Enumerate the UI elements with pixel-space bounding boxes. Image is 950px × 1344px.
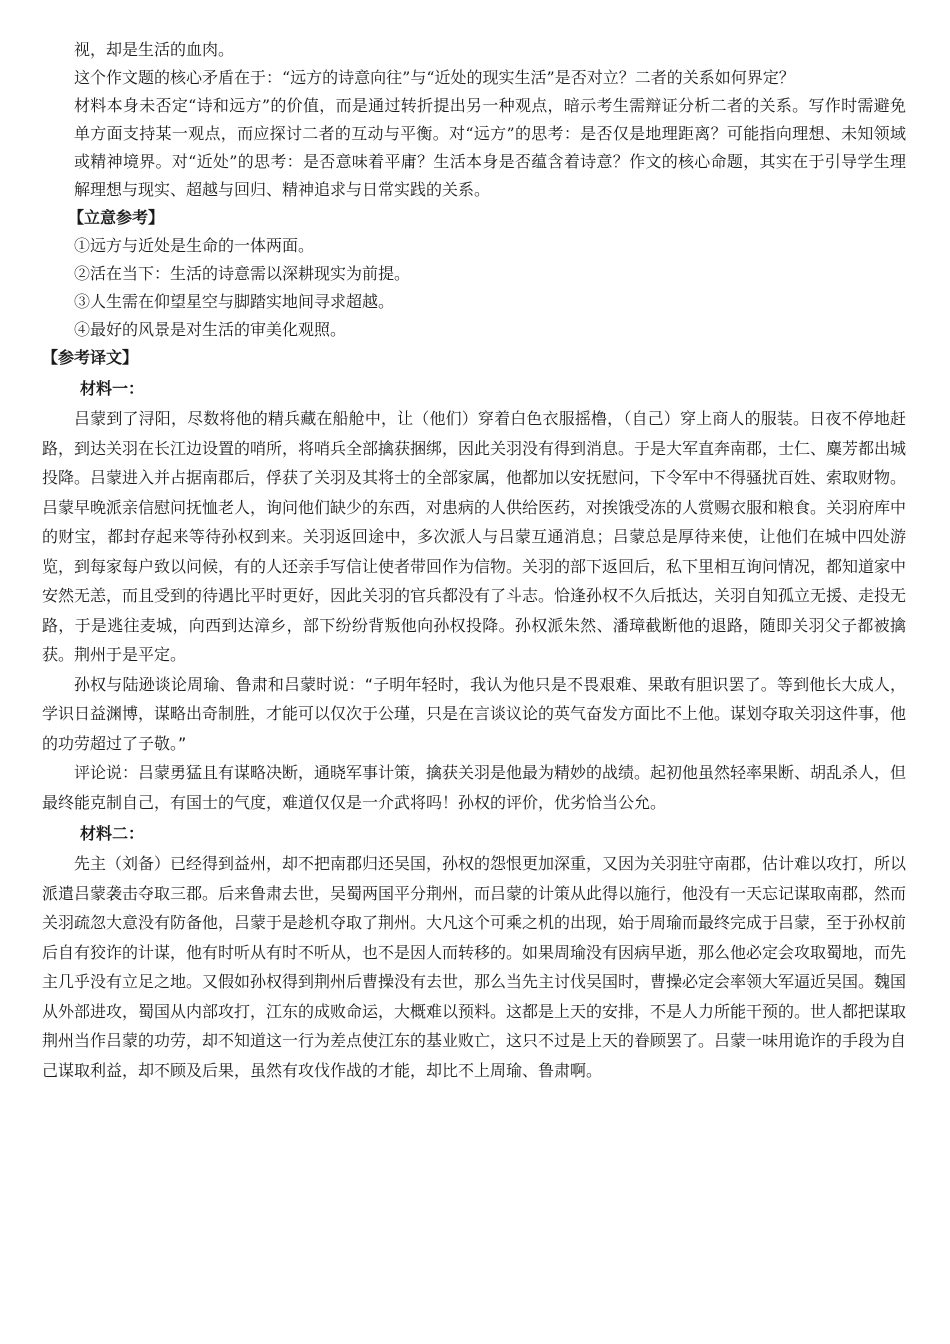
material1-paragraph-3: 评论说：吕蒙勇猛且有谋略决断，通晓军事计策，擒获关羽是他最为精妙的战绩。起初他虽然轻率果断、胡乱杀人，但最终能克制自己，有国士的气度，难道仅仅是一介武将吗！孙权的评价，优劣恰当公允。 <box>42 763 907 812</box>
ideas-heading: 【立意参考】 <box>68 208 165 227</box>
document-page <box>42 36 907 1085</box>
idea-item-3: ③人生需在仰望星空与脚踏实地间寻求超越。 <box>74 292 395 311</box>
idea-item-1: ①远方与近处是生命的一体两面。 <box>74 236 315 255</box>
material1-heading: 材料一： <box>80 379 145 398</box>
material2-paragraph-1: 先主（刘备）已经得到益州，却不把南郡归还吴国，孙权的怨恨更加深重，又因为关羽驻守南郡，估计难以攻打，所以派遣吕蒙袭击夺取三郡。后来鲁肃去世，吴蜀两国平分荆州，而吕蒙的计策从此得以施行，他没有一天忘记谋取南郡，然而关羽疏忽大意没有防备他，吕蒙于是趁机夺取了荆州。大凡这个可乘之机的出现，始于周瑜而最终完成于吕蒙，至于孙权前后自有狡诈的计谋，他有时听从有时不听从，也不是因人而转移的。如果周瑜没有因病早逝，那么他必定会攻取蜀地，而先主几乎没有立足之地。又假如孙权得到荆州后曹操没有去世，那么当先主讨伐吴国时，曹操必定会率领大军逼近吴国。魏国从外部进攻，蜀国从内部攻打，江东的成败命运，大概难以预料。这都是上天的安排，不是人力所能干预的。世人都把谋取荆州当作吕蒙的功劳，却不知道这一行为差点使江东的基业败亡，这只不过是上天的眷顾罢了。吕蒙一味用诡诈的手段为自己谋取利益，却不顾及后果，虽然有攻伐作战的才能，却比不上周瑜、鲁肃啊。 <box>42 854 907 1080</box>
translation-heading: 【参考译文】 <box>42 348 139 367</box>
material2-heading: 材料二： <box>80 824 145 843</box>
analysis-paragraph-2: 材料本身未否定“诗和远方”的价值，而是通过转折提出另一种观点，暗示考生需辩证分析二者的关系。写作时需避免单方面支持某一观点，而应探讨二者的互动与平衡。对“远方”的思考：是否仅是地理距离？可能指向理想、未知领域或精神境界。对“近处”的思考：是否意味着平庸？生活本身是否蕴含着诗意？作文的核心命题，其实在于引导学生理解理想与现实、超越与回归、精神追求与日常实践的关系。 <box>74 96 906 199</box>
analysis-paragraph-0: 视，却是生活的血肉。 <box>74 40 235 59</box>
material1-paragraph-1: 吕蒙到了浔阳，尽数将他的精兵藏在船舱中，让（他们）穿着白色衣服摇橹，（自己）穿上商人的服装。日夜不停地赶路，到达关羽在长江边设置的哨所，将哨兵全部擒获捆绑，因此关羽没有得到消息。于是大军直奔南郡，士仁、麋芳都出城投降。吕蒙进入并占据南郡后，俘获了关羽及其将士的全部家属，他都加以安抚慰问，下令军中不得骚扰百姓、索取财物。吕蒙早晚派亲信慰问抚恤老人，询问他们缺少的东西，对患病的人供给医药，对挨饿受冻的人赏赐衣服和粮食。关羽府库中的财宝，都封存起来等待孙权到来。关羽返回途中，多次派人与吕蒙互通消息；吕蒙总是厚待来使，让他们在城中四处游览，到每家每户致以问候，有的人还亲手写信让使者带回作为信物。关羽的部下返回后，私下里相互询问情况，都知道家中安然无恙，而且受到的待遇比平时更好，因此关羽的官兵都没有了斗志。恰逢孙权不久后抵达，关羽自知孤立无援、走投无路，于是逃往麦城，向西到达漳乡，部下纷纷背叛他向孙权投降。孙权派朱然、潘璋截断他的退路，随即关羽父子都被擒获。荆州于是平定。 <box>42 409 907 664</box>
analysis-paragraph-1: 这个作文题的核心矛盾在于：“远方的诗意向往”与“近处的现实生活”是否对立？二者的关系如何界定？ <box>74 68 795 87</box>
idea-item-4: ④最好的风景是对生活的审美化观照。 <box>74 320 347 339</box>
idea-item-2: ②活在当下：生活的诗意需以深耕现实为前提。 <box>74 264 411 283</box>
material1-paragraph-2: 孙权与陆逊谈论周瑜、鲁肃和吕蒙时说：“子明年轻时，我认为他只是不畏艰难、果敢有胆识罢了。等到他长大成人，学识日益渊博，谋略出奇制胜，才能可以仅次于公瑾，只是在言谈议论的英气奋发方面比不上他。谋划夺取关羽这件事，他的功劳超过了子敬。” <box>42 674 907 753</box>
